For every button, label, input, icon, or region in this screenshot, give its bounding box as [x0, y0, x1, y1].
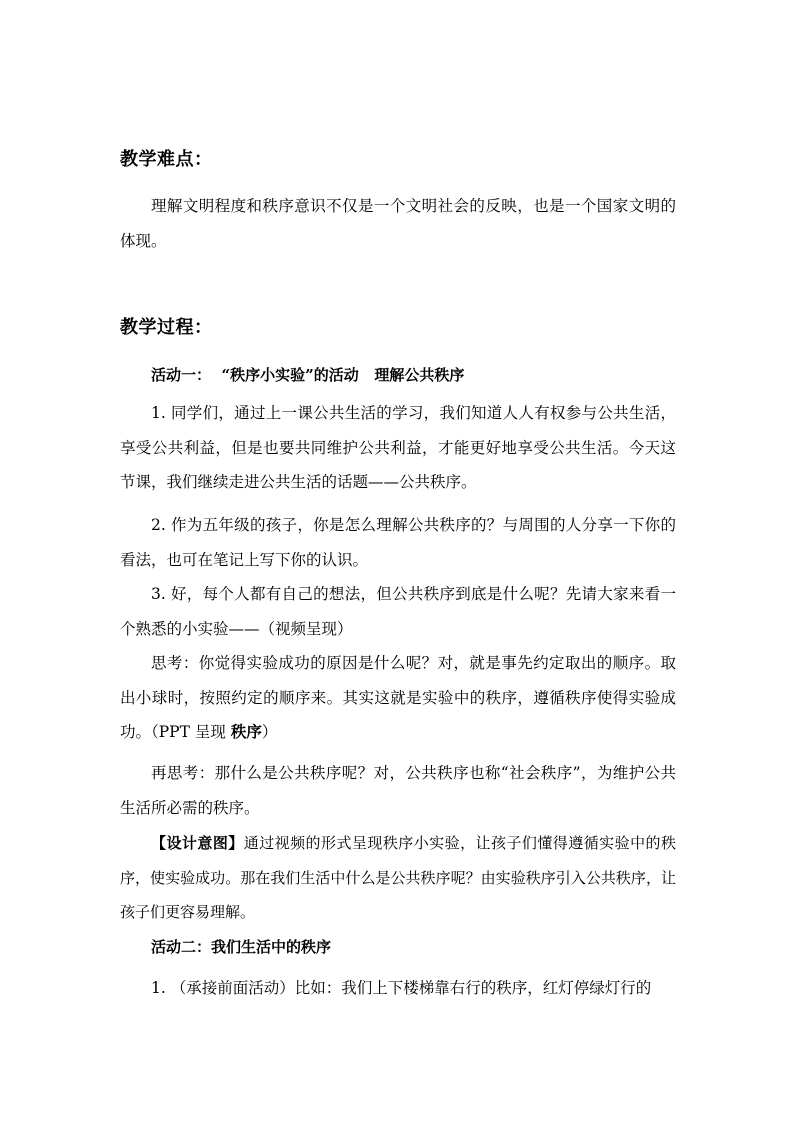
design-intent-paragraph	[120, 826, 676, 930]
design-intent-text: 通过视频的形式呈现秩序小实验，让孩子们懂得遵循实验中的秩序，使实验成功。那在我们生活中什么是公共秩序呢？由实验秩序引入公共秩序，让孩子们更容易理解。	[120, 834, 676, 921]
activity1-paragraph-4	[120, 646, 676, 750]
process-heading: 教学过程：	[120, 317, 213, 338]
activity1-paragraph-1: 1. 同学们，通过上一课公共生活的学习，我们知道人人有权参与公共生活，享受公共利益，但是也要共同维护公共利益，才能更好地享受公共生活。今天这节课，我们继续走进公共生活的话题——公共秩序。	[120, 404, 676, 491]
paragraph-4-end: ）	[261, 723, 278, 741]
document-page	[120, 0, 676, 1123]
paragraph-4-bold-term: 秩序	[230, 722, 262, 741]
difficulty-text: 理解文明程度和秩序意识不仅是一个文明社会的反映，也是一个国家文明的体现。	[120, 197, 676, 250]
activity1-paragraph-2: 2. 作为五年级的孩子，你是怎么理解公共秩序的？与周围的人分享一下你的看法，也可在笔记上写下你的认识。	[120, 516, 676, 569]
design-intent-tag: 【设计意图】	[151, 834, 244, 852]
activity2-title: 活动二：我们生活中的秩序	[151, 938, 332, 956]
activity2-paragraph-1: 1. （承接前面活动）比如：我们上下楼梯靠右行的秩序，红灯停绿灯行的	[151, 979, 652, 997]
paragraph-4-main: 思考：你觉得实验成功的原因是什么呢？对，就是事先约定取出的顺序。取出小球时，按照约定的顺序来。其实这就是实验中的秩序，遵循秩序使得实验成功。（PPT 呈现	[120, 654, 676, 741]
activity1-title: 活动一： “秩序小实验”的活动 理解公共秩序	[151, 366, 465, 384]
difficulty-heading: 教学难点：	[120, 149, 213, 170]
activity1-paragraph-3: 3. 好，每个人都有自己的想法，但公共秩序到底是什么呢？先请大家来看一个熟悉的小实验——（视频呈现）	[120, 585, 676, 638]
activity1-paragraph-5: 再思考：那什么是公共秩序呢？对，公共秩序也称“社会秩序”，为维护公共生活所必需的秩序。	[120, 764, 676, 817]
